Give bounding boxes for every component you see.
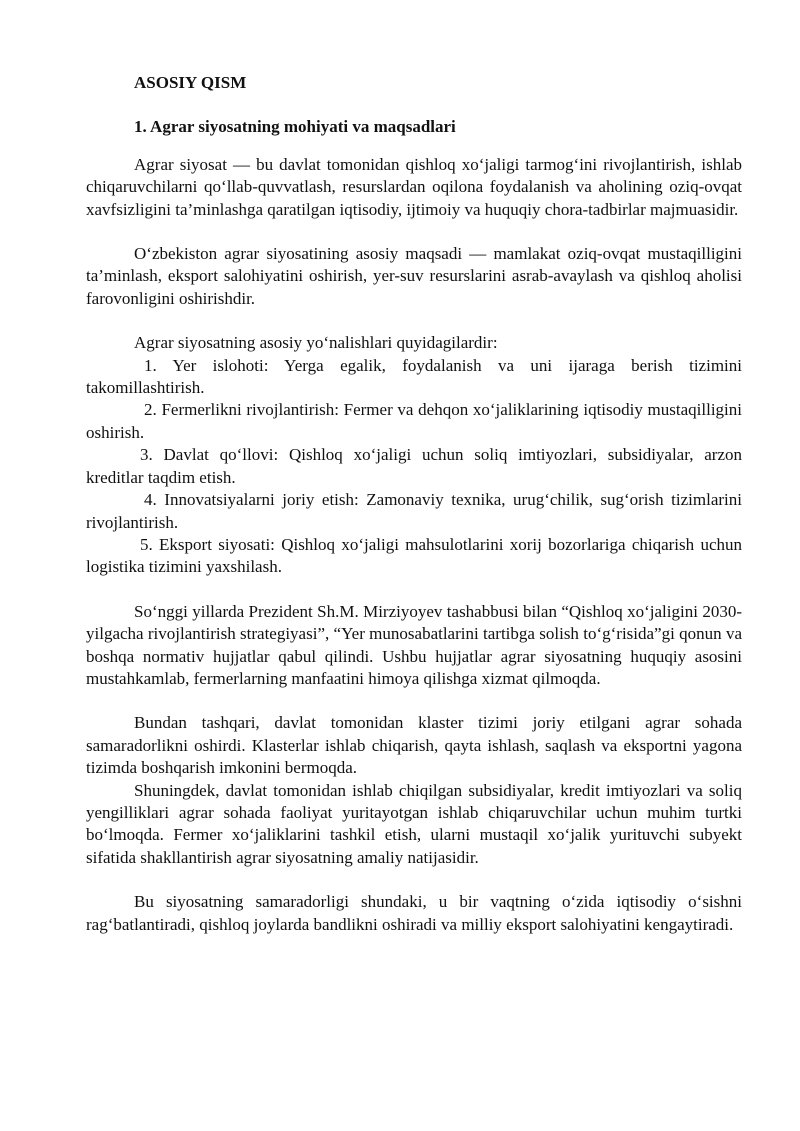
paragraph-cluster: Bundan tashqari, davlat tomonidan klaster tizimi joriy etilgani agrar sohada samaradorlikni oshirdi. Klasterlar ishlab chiqarish, qayta ishlash, saqlash va eksportni yagona tizimda boshqarish imkonini bermoqda. [86, 713, 742, 778]
list-item: 2. Fermerlikni rivojlantirish: Fermer va dehqon xo‘jaliklarining iqtisodiy mustaqilligini oshirish. [86, 400, 742, 442]
directions-list [86, 355, 742, 579]
paragraph-subsidies: Shuningdek, davlat tomonidan ishlab chiqilgan subsidiyalar, kredit imtiyozlari va soliq yengilliklari agrar sohada faoliyat yuritayotgan ishlab chiqaruvchilar uchun muhim turtki bo‘lmoqda. Fermer xo‘jaliklarini tashkil etish, ularni mustaqil xo‘jalik yurituvchi subyekt sifatida shakllantirish agrar siyosatning amaliy natijasidir. [86, 780, 742, 867]
document-page [86, 72, 742, 936]
paragraph-directions-intro: Agrar siyosatning asosiy yo‘nalishlari quyidagilardir: [134, 333, 498, 353]
paragraph-strategy: So‘nggi yillarda Prezident Sh.M. Mirziyoyev tashabbusi bilan “Qishloq xo‘jaligini 2030-yilgacha rivojlantirish strategiyasi”, “Yer munosabatlarini tartibga solish to‘g‘risida”gi qonun va boshqa normativ hujjatlar qabul qilindi. Ushbu hujjatlar agrar siyosatning huquqiy asosini mustahkamlab, fermerlarning manfaatini himoya qilishga xizmat qilmoqda. [86, 601, 742, 688]
list-item: 4. Innovatsiyalarni joriy etish: Zamonaviy texnika, urug‘chilik, sug‘orish tizimlarini rivojlantirish. [86, 490, 742, 532]
list-item: 5. Eksport siyosati: Qishloq xo‘jaligi mahsulotlarini xorij bozorlariga chiqarish uchun logistika tizimini yaxshilash. [86, 534, 742, 577]
list-item: 3. Davlat qo‘llovi: Qishloq xo‘jaligi uchun soliq imtiyozlari, subsidiyalar, arzon kreditlar taqdim etish. [86, 445, 742, 487]
paragraph-definition: Agrar siyosat — bu davlat tomonidan qishloq xo‘jaligi tarmog‘ini rivojlantirish, ishlab chiqaruvchilarni qo‘llab-quvvatlash, resurslardan oqilona foydalanish va aholining oziq-ovqat xavfsizligini ta’minlashga qaratilgan iqtisodiy, ijtimoiy va huquqiy chora-tadbirlar majmuasidir. [86, 154, 742, 219]
subsection-title: 1. Agrar siyosatning mohiyati va maqsadlari [134, 117, 456, 137]
list-item: 1. Yer islohoti: Yerga egalik, foydalanish va uni ijaraga berish tizimini takomillashtirish. [86, 355, 742, 398]
paragraph-goal: O‘zbekiston agrar siyosatining asosiy maqsadi — mamlakat oziq-ovqat mustaqilligini ta’minlash, eksport salohiyatini oshirish, yer-suv resurslarini asrab-avaylash va qishloq aholisi farovonligini oshirishdir. [86, 244, 742, 308]
section-title: ASOSIY QISM [134, 73, 247, 92]
paragraph-conclusion: Bu siyosatning samaradorligi shundaki, u bir vaqtning o‘zida iqtisodiy o‘sishni rag‘batlantiradi, qishloq joylarda bandlikni oshiradi va milliy eksport salohiyatini kengaytiradi. [86, 892, 742, 934]
